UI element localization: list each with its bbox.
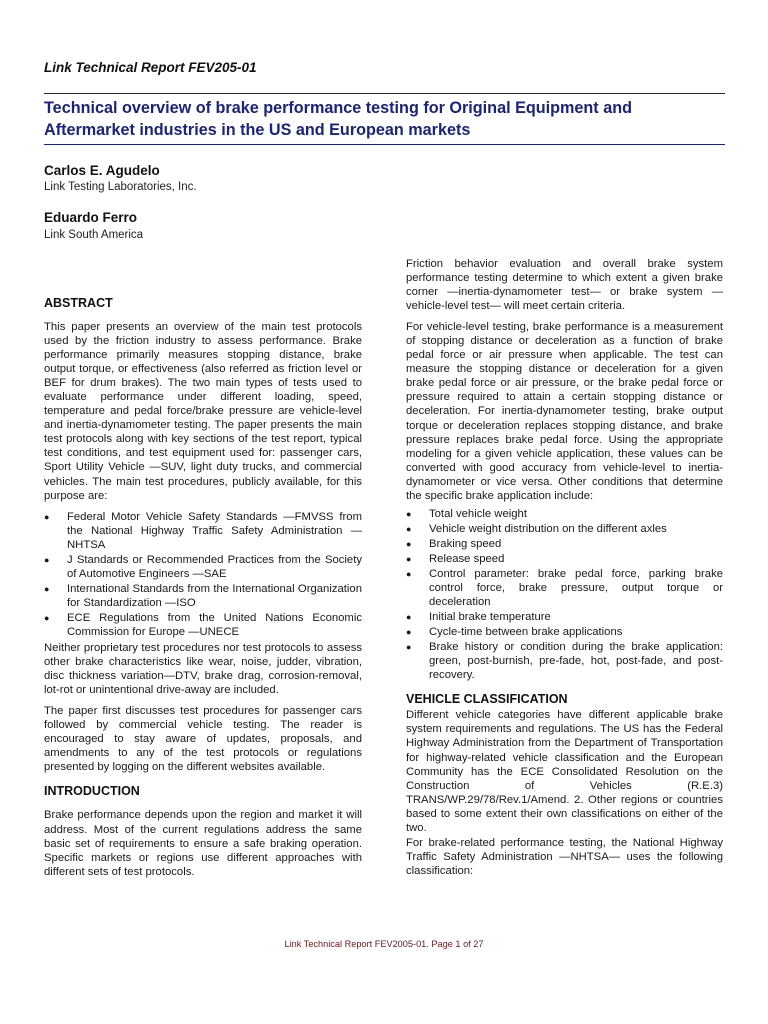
list-item: ● Braking speed	[406, 537, 502, 550]
list-item: ● J Standards or Recommended Practices from the Society of Automotive Engineers —SAE	[44, 553, 362, 580]
bullet-icon: ●	[44, 554, 50, 565]
introduction-heading: INTRODUCTION	[44, 784, 140, 799]
author-affiliation-1: Link Testing Laboratories, Inc.	[44, 181, 197, 193]
list-item: ● Vehicle weight distribution on the different axles	[406, 522, 667, 535]
bullet-icon: ●	[406, 523, 412, 534]
list-item: ● Federal Motor Vehicle Safety Standards —FMVSS from the National Highway Traffic Safety Administration —NHTSA	[44, 510, 362, 551]
standards-list	[44, 510, 362, 639]
list-item: ● International Standards from the International Organization for Standardization —ISO	[44, 582, 362, 609]
author-affiliation-2: Link South America	[44, 229, 144, 241]
vehicle-classification-paragraph-1: Different vehicle categories have different applicable brake system requirements and regulations. The US has the Federal Highway Administration from the Department of Transportation for highway-related vehicle classification and the European Community has the ECE Consolidated Resolution on the Construction of Vehicles (R.E.3) TRANS/WP.29/78/Rev.1/Amend. 2. Other regions or countries based to some extent their own classifications on either of the two.	[406, 709, 723, 834]
abstract-paragraph-2: Neither proprietary test procedures nor test protocols to assess other brake characteristics like wear, noise, judder, vibration, disc thickness variation—DTV, brake drag, corrosion-removal, lot-rot or unintentional drive-away are included.	[44, 642, 362, 697]
conditions-list	[406, 507, 723, 683]
title-line-1: Technical overview of brake performance testing for Original Equipment and	[44, 99, 632, 117]
list-item: ● Release speed	[406, 552, 505, 565]
page-footer: Link Technical Report FEV2005-01. Page 1 of 27	[284, 939, 484, 949]
title-line-2: Aftermarket industries in the US and European markets	[44, 121, 471, 139]
list-item: ● Total vehicle weight	[406, 507, 527, 520]
bullet-icon: ●	[44, 612, 50, 623]
bullet-icon: ●	[406, 538, 412, 549]
list-item: ● Initial brake temperature	[406, 611, 551, 624]
bullet-icon: ●	[406, 612, 412, 623]
bullet-icon: ●	[44, 583, 50, 594]
vehicle-classification-paragraph-2: For brake-related performance testing, the National Highway Traffic Safety Administration —NHTSA— uses the following classification:	[406, 836, 723, 877]
bullet-icon: ●	[406, 627, 412, 638]
author-name-1: Carlos E. Agudelo	[44, 163, 160, 178]
author-name-2: Eduardo Ferro	[44, 210, 138, 225]
bullet-icon: ●	[406, 568, 412, 579]
list-item: ● ECE Regulations from the United Nations Economic Commission for Europe —UNECE	[44, 611, 362, 638]
left-column	[44, 296, 362, 886]
right-paragraph-2: For vehicle-level testing, brake performance is a measurement of stopping distance or deceleration as a function of brake pedal force or air pressure when applicable. The test can measure the stopping distance or deceleration for a given brake pedal force or air pressure, or the brake pedal force or pressure required to attain a certain stopping distance or deceleration. For inertia-dynamometer testing, brake output torque or deceleration replaces stopping distance, and brake pressure replaces brake pedal force. Using the appropriate modeling for a given vehicle application, these values can be converted with good accuracy from vehicle-level to inertia-dynamometer or vice versa. Other conditions that determine the specific brake application include:	[406, 321, 723, 502]
paper-title	[44, 97, 734, 141]
list-item: ● Cycle-time between brake applications	[406, 626, 623, 639]
bullet-icon: ●	[406, 553, 412, 564]
list-item: ● Control parameter: brake pedal force, parking brake control force, brake pressure, output torque or deceleration	[406, 567, 723, 609]
introduction-paragraph-1: Brake performance depends upon the region and market it will address. Most of the current regulations address the same basic set of requirements to ensure a safe braking operation. Specific markets or regions use different approaches with different sets of test protocols.	[44, 809, 362, 878]
bullet-icon: ●	[406, 508, 412, 519]
title-bottom-rule	[44, 144, 725, 145]
bullet-icon: ●	[44, 511, 50, 522]
abstract-paragraph-1: This paper presents an overview of the main test protocols used by the friction industry to assess performance. Brake performance primarily measures stopping distance, brake output torque, or effectiveness (also referred as friction level or BEF for drum brakes). The two main types of tests used to evaluate performance under different loading, speed, temperature and pedal force/brake pressure are vehicle-level and inertia-dynamometer testing. The paper presents the main test protocols along with key sections of the test report, typical test conditions, and test equipment used for: passenger cars, Sport Utility Vehicle —SUV, light duty trucks, and commercial vehicles. The main test procedures, publicly available, for this purpose are:	[44, 321, 362, 502]
vehicle-classification-heading: VEHICLE CLASSIFICATION	[406, 692, 568, 707]
right-column	[406, 257, 723, 885]
report-label: Link Technical Report FEV205-01	[44, 60, 257, 75]
right-paragraph-1: Friction behavior evaluation and overall brake system performance testing determine to which extent a given brake corner —inertia-dynamometer test— or brake system —vehicle-level test— will meet certain criteria.	[406, 258, 723, 313]
abstract-heading: ABSTRACT	[44, 296, 113, 310]
abstract-paragraph-3: The paper first discusses test procedures for passenger cars followed by commercial vehicle testing. The reader is encouraged to stay aware of updates, proposals, and amendments to any of the test protocols or regulations presented by logging on the different websites available.	[44, 705, 362, 774]
title-top-rule	[44, 93, 725, 94]
bullet-icon: ●	[406, 642, 412, 653]
list-item: ● Brake history or condition during the brake application: green, post-burnish, pre-fade, hot, post-fade, and post-recovery.	[406, 641, 723, 682]
